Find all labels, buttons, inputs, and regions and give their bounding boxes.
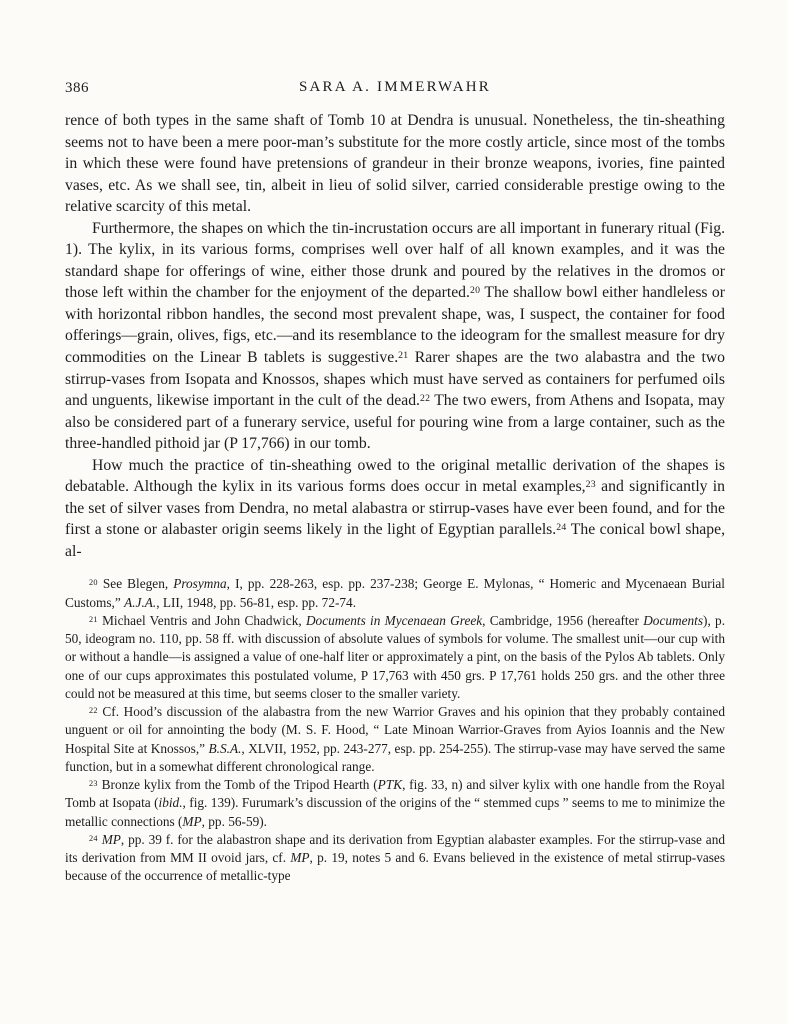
footnote-marker: 20 <box>469 285 481 297</box>
footnote-marker: 22 <box>419 393 431 405</box>
italic-text: PTK <box>377 777 403 793</box>
footnote <box>65 703 725 776</box>
text-run: Cf. Hood’s discussion of the alabastra from the new Warrior Graves and his opinion that they probably contained unguent or oil for annointing the body (M. S. F. Hood, “ Late Minoan Warrior-Graves from Ayios Ioannis and the New Hospital Site at Knossos,” <box>65 704 725 756</box>
text-run: How much the practice of tin-sheathing owed to the original metallic derivation of the shapes is debatable. Although the kylix in its various forms does occur in metal examples, <box>65 456 725 496</box>
italic-text: MP <box>101 831 121 847</box>
footnote-marker: 24 <box>556 522 567 534</box>
footnote-marker: 23 <box>585 479 596 491</box>
text-run: See Blegen, <box>97 576 174 592</box>
text-run: Furthermore, the shapes on which the tin-incrustation occurs are all important in funerary ritual (Fig. 1). The kylix, in its various forms, comprises well over half of all known examples, and it was the standard shape for offerings of wine, either those drunk and poured by the relatives in the dromos or those left within the chamber for the enjoyment of the departed. <box>65 219 725 302</box>
footnote-list <box>65 575 725 885</box>
text-run: and significantly in the set of silver vases from Dendra, no metal alabastra or stirrup-vases have ever been found, and for the first a stone or alabaster origin seems likely in the light of Egyptian parallels. <box>65 478 725 539</box>
footnote <box>65 776 725 831</box>
text-run: , pp. 39 f. for the alabastron shape and its derivation from Egyptian alabaster examples. For the stirrup-vase and its derivation from MM II ovoid jars, cf. <box>65 831 725 866</box>
text-run: , fig. 139). Furumark’s discussion of the origins of the “ stemmed cups ” seems to me to minimize the metallic connections ( <box>65 795 725 829</box>
running-header <box>65 79 725 99</box>
italic-text: A.J.A. <box>124 594 157 610</box>
paragraph <box>65 218 725 455</box>
page-number: 386 <box>65 80 89 96</box>
text-run: , Cambridge, 1956 (hereafter <box>482 612 644 628</box>
italic-text: MP <box>182 813 202 829</box>
footnote-marker: 23 <box>89 778 98 788</box>
footnote-marker: 21 <box>89 614 98 624</box>
text-run: The shallow bowl either handleless or with horizontal ribbon handles, the second most prevalent shape, was, I suspect, the container for food offerings—grain, olives, figs, etc.—and its resemblance to the ideogram for the smallest measure for dry commodities on the Linear B tablets is suggestive. <box>65 284 725 367</box>
footnotes-section <box>65 575 725 885</box>
text-run: , LII, 1948, pp. 56-81, esp. pp. 72-74. <box>156 594 357 610</box>
footnote <box>65 612 725 703</box>
text-run: , p. 19, notes 5 and 6. Evans believed in the existence of metal stirrup-vases because of the occurrence of metallic-type <box>65 850 725 884</box>
italic-text: Prosymna <box>173 576 227 592</box>
footnote-marker: 22 <box>89 705 98 715</box>
text-run: , fig. 33, n) and silver kylix with one handle from the Royal Tomb at Isopata ( <box>65 777 725 811</box>
text-run: The conical bowl shape, al- <box>65 521 725 560</box>
text-run: Rarer shapes are the two alabastra and the two stirrup-vases from Isopata and Knossos, shapes which must have served as containers for perfumed oils and unguents, likewise important in the cult of the dead. <box>65 349 725 410</box>
paragraph <box>65 110 725 218</box>
article-body <box>65 110 725 562</box>
footnote-marker: 21 <box>398 349 409 361</box>
footnote-marker: 20 <box>89 578 98 588</box>
italic-text: Documents in Mycenaean Greek <box>305 612 483 628</box>
text-run: Bronze kylix from the Tomb of the Tripod Hearth ( <box>97 777 378 793</box>
footnote <box>65 575 725 612</box>
italic-text: Documents <box>643 612 704 628</box>
text-run: , pp. 56-59). <box>201 813 267 829</box>
text-run: The two ewers, from Athens and Isopata, may also be considered part of a funerary service, useful for pouring wine from a large container, such as the three-handled pithoid jar (P 17,766) in our tomb. <box>65 392 725 453</box>
text-run: ), p. 50, ideogram no. 110, pp. 58 ff. with discussion of absolute values of symbols for volume. The smallest unit—our cup with or without a handle—is assigned a value of one-half liter or approximately a pint, on the basis of the Pylos Ab tablets. Only one of our cups approximates this postulated volume, P 17,763 with 450 grs. P 17,761 holds 250 grs. and the other three could not be measured at this time, but seems closer to the smaller variety. <box>65 612 726 701</box>
text-run: , I, pp. 228-263, esp. pp. 237-238; George E. Mylonas, “ Homeric and Mycenaean Burial Customs,” <box>65 576 725 610</box>
text-run: , XLVII, 1952, pp. 243-277, esp. pp. 254-255). The stirrup-vase may have served the same function, but in a somewhat different chronological range. <box>65 740 725 774</box>
footnote-marker: 24 <box>89 833 98 843</box>
italic-text: B.S.A. <box>208 740 242 756</box>
italic-text: ibid. <box>158 795 183 811</box>
paragraph <box>65 455 725 563</box>
footnote <box>65 831 725 886</box>
italic-text: MP <box>290 850 310 866</box>
running-head-author: SARA A. IMMERWAHR <box>298 79 491 95</box>
text-run: rence of both types in the same shaft of Tomb 10 at Dendra is unusual. Nonetheless, the tin-sheathing seems not to have been a mere poor-man’s substitute for the more costly article, since most of the tombs in which these were found have pretensions of grandeur in their bronze weapons, ivories, fine painted vases, etc. As we shall see, tin, albeit in lieu of solid silver, carried considerable prestige owing to the relative scarcity of this metal. <box>65 112 725 216</box>
text-run: Michael Ventris and John Chadwick, <box>97 612 306 628</box>
